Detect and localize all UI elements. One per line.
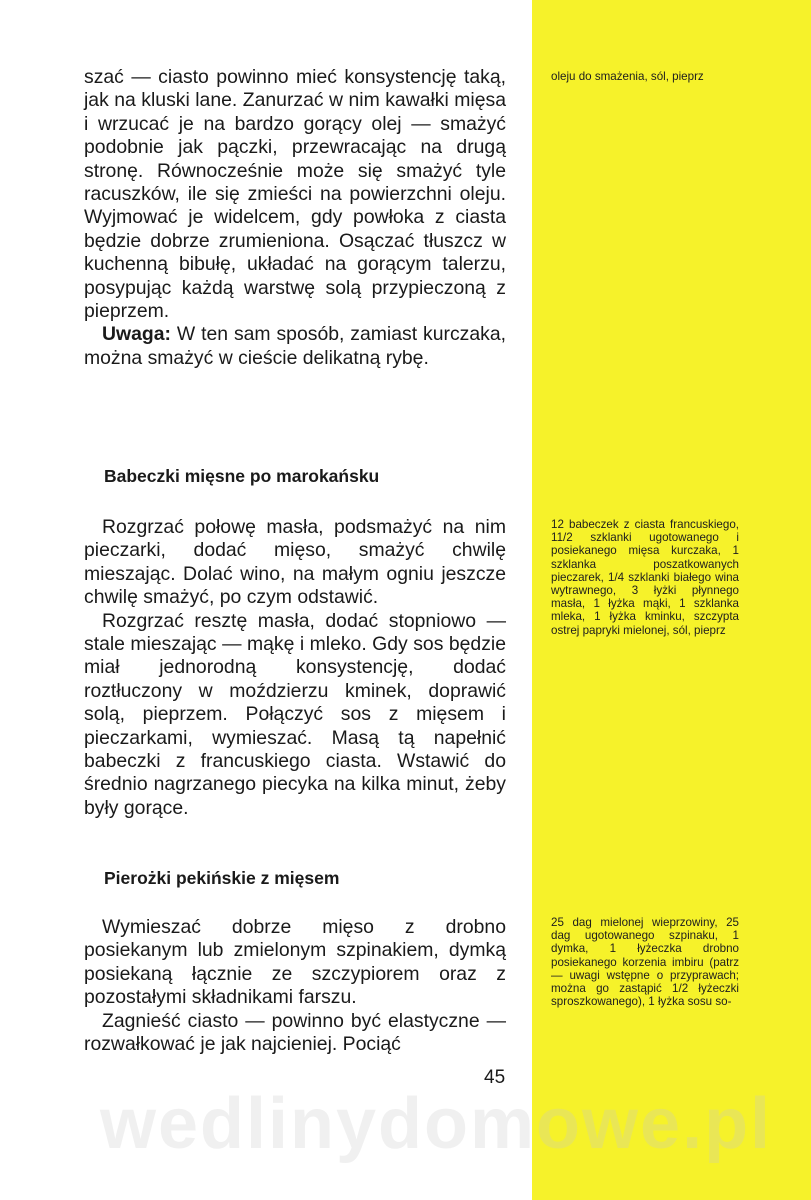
note-paragraph xyxy=(84,323,506,370)
recipe-title-babeczki: Babeczki mięsne po marokańsku xyxy=(104,466,380,486)
note-label: Uwaga: xyxy=(102,323,171,346)
babeczki-paragraph-1: Rozgrzać połowę masła, podsmażyć na nim pieczarki, dodać mięso, smażyć chwilę mieszając. Dolać wino, na małym ogniu jeszcze chwilę smażyć, po czym odstawić. xyxy=(84,516,506,609)
page-number: 45 xyxy=(484,1067,506,1088)
note-text: W ten sam sposób, zamiast kurczaka, można smażyć w cieście delikatną rybę. xyxy=(84,323,506,369)
intro-ingredients: oleju do smażenia, sól, pieprz xyxy=(551,70,704,83)
pierozki-text-block xyxy=(84,916,506,1056)
intro-text-block xyxy=(84,66,506,370)
babeczki-ingredients: 12 babeczek z ciasta francuskiego, 11/2 szklanki ugotowanego i posiekanego mięsa kurczaka, 1 szklanka poszatkowanych pieczarek, 1/4 szklanki białego wina wytrawnego, 3 łyżki płynnego masła, 1 łyżka mąki, 1 szklanka mleka, 1 łyżka kminku, szczypta ostrej papryki mielonej, sól, pieprz xyxy=(551,518,739,637)
babeczki-paragraph-2: Rozgrzać resztę masła, dodać stopniowo — stale mieszając — mąkę i mleko. Gdy sos będzie miał jednorodną konsystencję, dodać roztłuczony w moździerzu kminek, doprawić solą, pieprzem. Połączyć sos z mięsem i pieczarkami, wymieszać. Masą tą napełnić babeczki z francuskiego ciasta. Wstawić do średnio nagrzanego piecyka na kilka minut, żeby były gorące. xyxy=(84,609,506,819)
watermark: wedlinydomowe.pl xyxy=(100,1084,773,1164)
pierozki-paragraph-2: Zagnieść ciasto — powinno być elastyczne — rozwałkować je jak najcieniej. Pociąć xyxy=(84,1009,506,1056)
pierozki-paragraph-1: Wymieszać dobrze mięso z drobno posiekanym lub zmielonym szpinakiem, dymką posiekaną łącznie ze szczypiorem oraz z pozostałymi składnikami farszu. xyxy=(84,916,506,1009)
babeczki-text-block xyxy=(84,516,506,820)
recipe-title-pierozki: Pierożki pekińskie z mięsem xyxy=(104,868,340,888)
pierozki-ingredients: 25 dag mielonej wieprzowiny, 25 dag ugotowanego szpinaku, 1 dymka, 1 łyżeczka drobno posiekanego korzenia imbiru (patrz — uwagi wstępne o przyprawach; można go zastąpić 1/2 łyżeczki sproszkowanego), 1 łyżka sosu so- xyxy=(551,916,739,1009)
intro-paragraph: szać — ciasto powinno mieć konsystencję taką, jak na kluski lane. Zanurzać w nim kawałki mięsa i wrzucać je na bardzo gorący olej — smażyć podobnie jak pączki, przewracając na drugą stronę. Równocześnie może się smażyć tyle racuszków, ile się zmieści na powierzchni oleju. Wyjmować je widelcem, gdy powłoka z ciasta będzie dobrze zrumieniona. Osączać tłuszcz w kuchenną bibułę, układać na gorącym talerzu, posypując każdą warstwę solą przypieczoną z pieprzem. xyxy=(84,66,506,323)
